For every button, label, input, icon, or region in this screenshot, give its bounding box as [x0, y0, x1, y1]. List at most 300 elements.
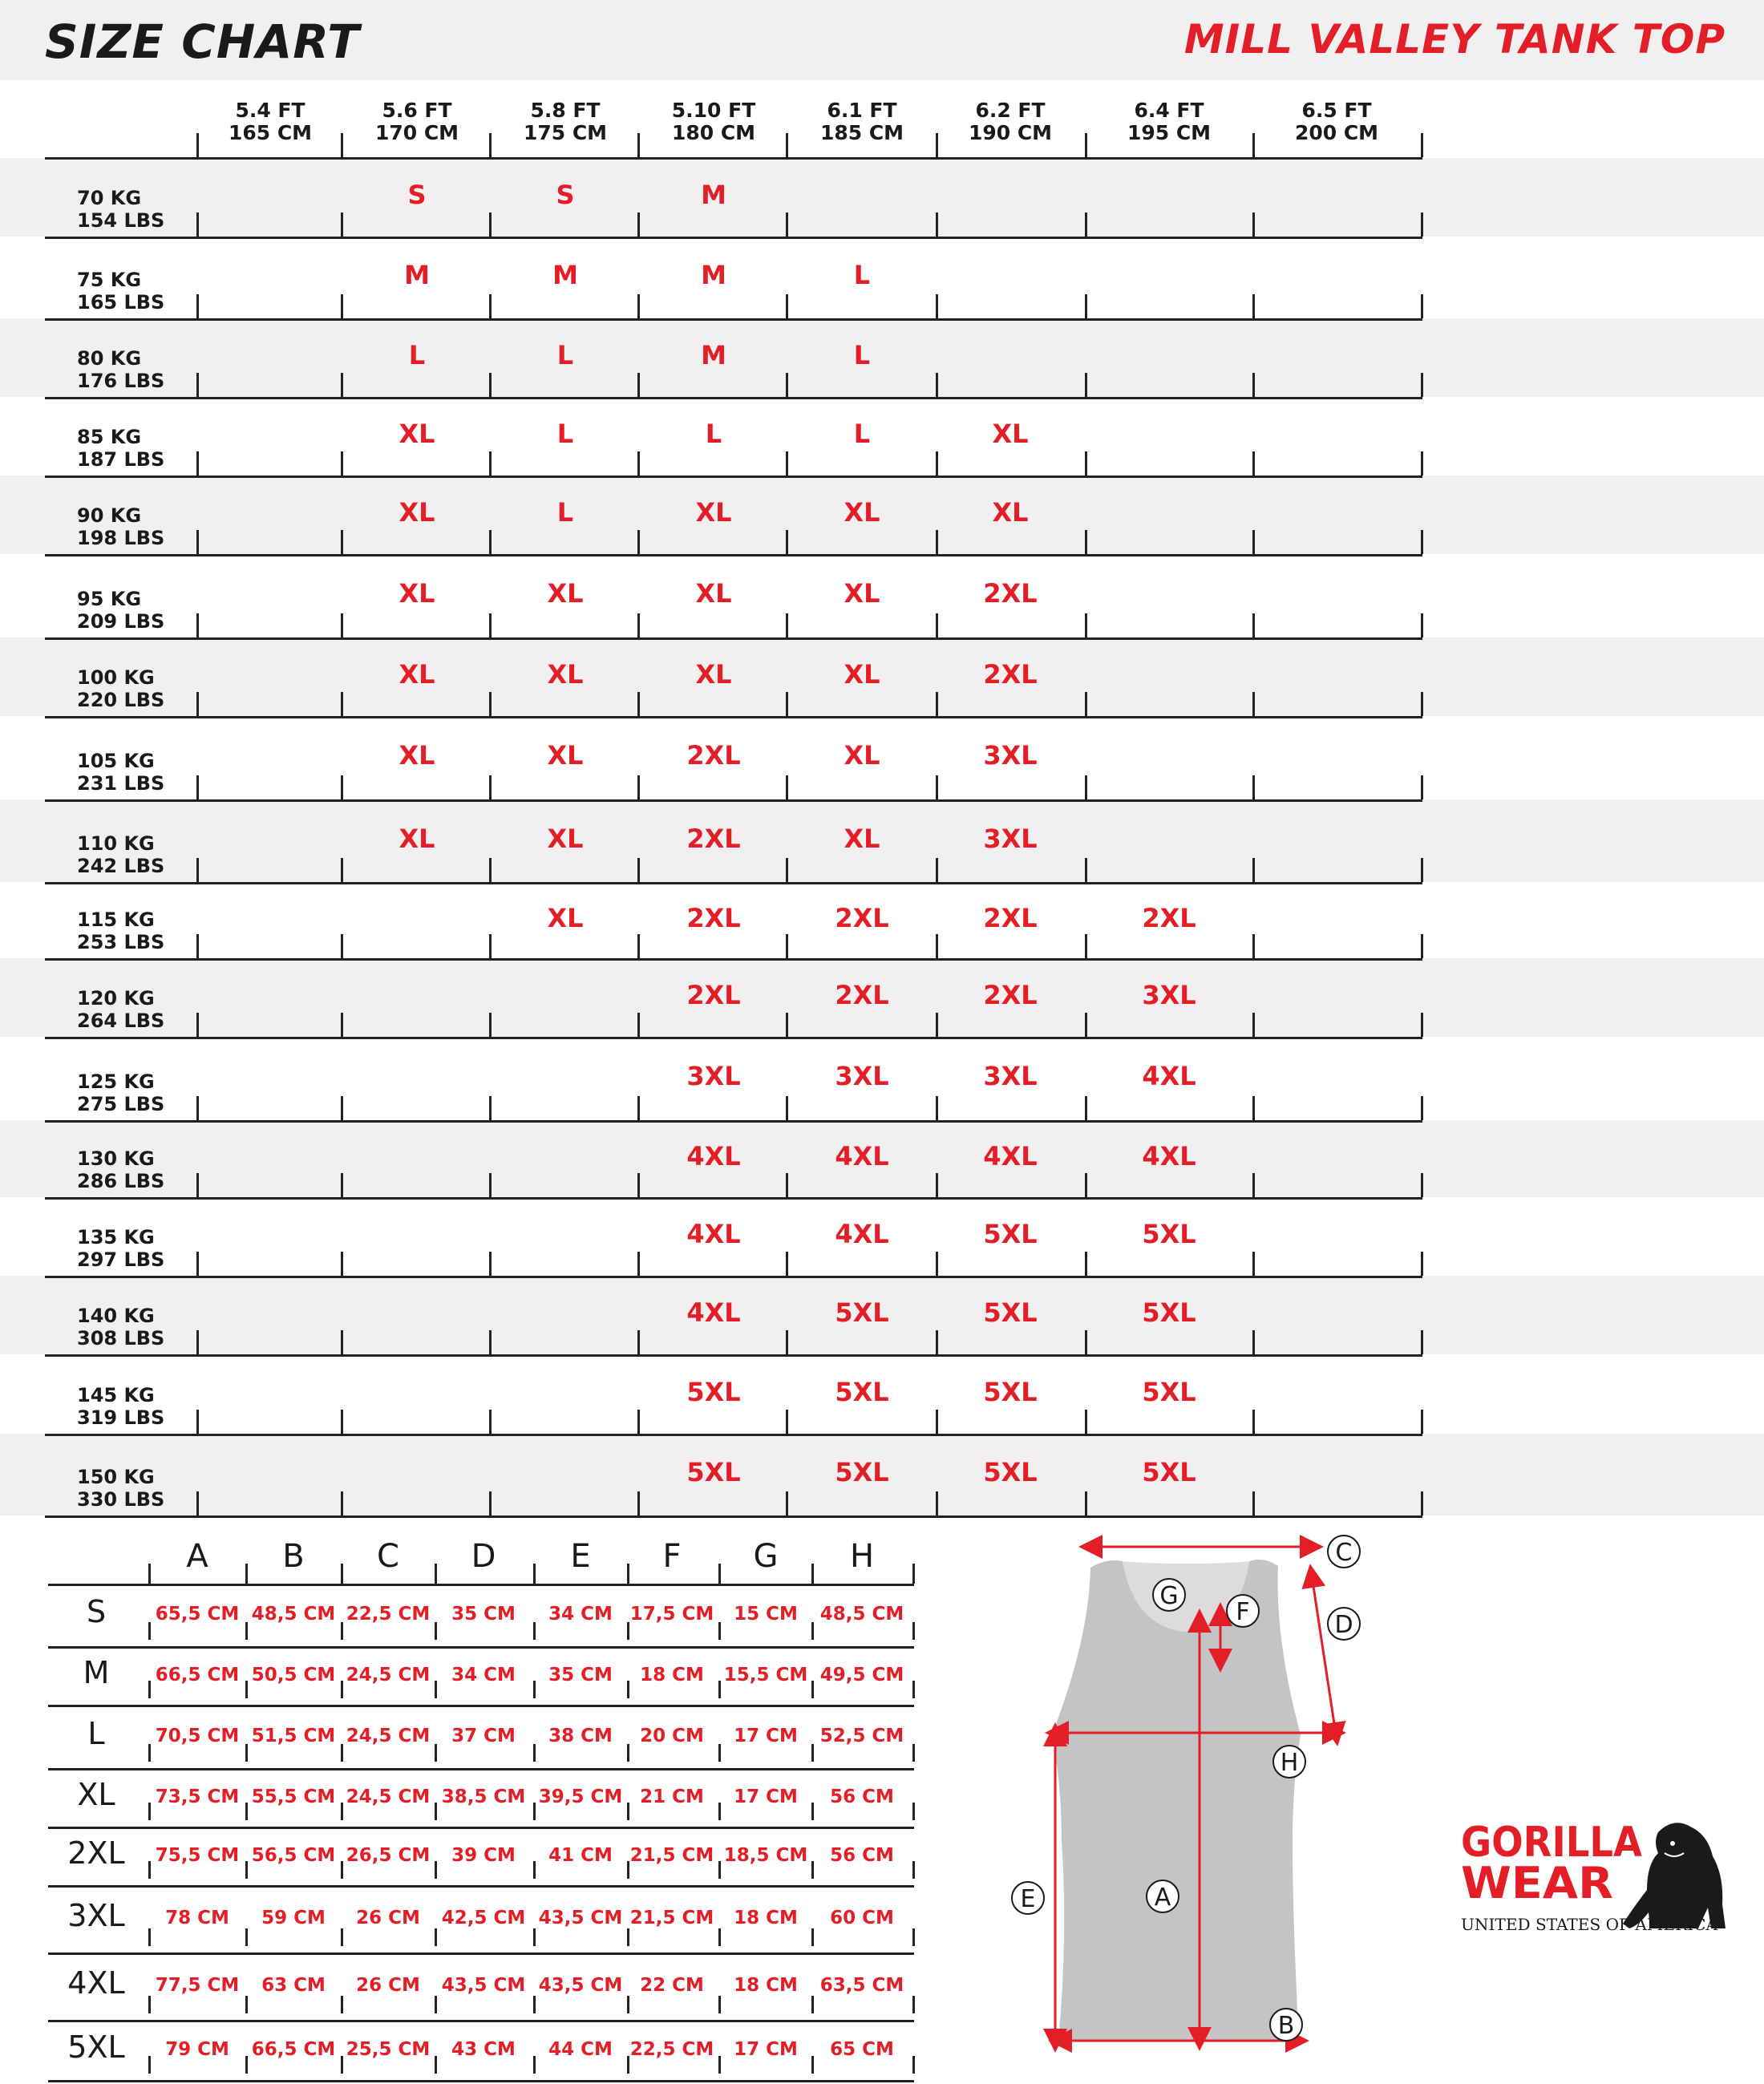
weight-lbs: 231 LBS [77, 772, 165, 795]
size-cell: 3XL [983, 823, 1038, 854]
column-tick [341, 1013, 343, 1037]
measure-cell: 73,5 CM [155, 1786, 240, 1807]
measure-column-header: H [849, 1538, 875, 1575]
column-tick [811, 1564, 814, 1584]
size-cell: XL [547, 659, 584, 690]
measure-size-label: S [86, 1594, 107, 1629]
column-tick [489, 1173, 492, 1197]
column-tick [245, 1744, 248, 1762]
measure-cell: 52,5 CM [819, 1725, 904, 1746]
weight-lbs: 308 LBS [77, 1327, 165, 1350]
measure-row-divider [48, 2080, 914, 2082]
size-cell: 5XL [983, 1457, 1038, 1487]
svg-text:C: C [1335, 1539, 1353, 1567]
label-d [1328, 1608, 1360, 1640]
size-cell: M [404, 260, 430, 290]
column-tick [1085, 858, 1087, 882]
column-tick [1252, 1013, 1255, 1037]
column-tick [489, 530, 492, 554]
size-cell: M [701, 340, 726, 370]
column-tick [1085, 1173, 1087, 1197]
column-tick [1085, 530, 1087, 554]
height-ft: 6.4 FT [1134, 99, 1204, 122]
measure-cell: 59 CM [261, 1908, 326, 1928]
height-header [930, 99, 1090, 144]
column-tick [435, 1622, 437, 1640]
column-tick [718, 1622, 721, 1640]
column-tick [1252, 1173, 1255, 1197]
column-tick [341, 1491, 343, 1515]
size-cell: 2XL [983, 902, 1038, 933]
column-tick [341, 858, 343, 882]
size-cell: XL [399, 497, 435, 528]
column-tick [148, 1928, 151, 1946]
measure-cell: 38,5 CM [441, 1786, 526, 1807]
column-tick [1421, 775, 1423, 799]
column-tick [1421, 530, 1423, 554]
column-tick [489, 212, 492, 237]
height-cm: 190 CM [968, 121, 1053, 144]
column-tick [936, 451, 938, 475]
size-cell: XL [399, 823, 435, 854]
weight-label [77, 987, 164, 1032]
column-tick [341, 1996, 343, 2013]
svg-text:A: A [1154, 1884, 1171, 1912]
size-cell: 2XL [835, 980, 889, 1010]
size-cell: 2XL [686, 902, 741, 933]
column-tick [489, 613, 492, 637]
column-tick [148, 1564, 151, 1584]
column-tick [196, 1013, 199, 1037]
weight-lbs: 198 LBS [77, 527, 165, 549]
column-tick [1421, 212, 1423, 237]
size-cell: 2XL [835, 902, 889, 933]
row-divider [45, 475, 1422, 478]
garment-shape [1052, 1560, 1301, 2041]
column-tick [533, 1564, 536, 1584]
label-f [1227, 1595, 1259, 1627]
column-tick [637, 530, 640, 554]
column-tick [1252, 212, 1255, 237]
measure-cell: 44 CM [548, 2038, 613, 2060]
column-tick [637, 451, 640, 475]
svg-text:B: B [1277, 2012, 1295, 2040]
size-cell: 4XL [686, 1297, 741, 1328]
measure-cell: 21 CM [640, 1786, 704, 1807]
size-cell: 5XL [835, 1297, 889, 1328]
size-cell: XL [399, 419, 435, 449]
height-ft: 6.2 FT [975, 99, 1046, 122]
column-tick [1421, 1410, 1423, 1434]
weight-kg: 90 KG [77, 504, 142, 527]
column-tick [196, 373, 199, 397]
height-header [782, 99, 942, 144]
measure-row-divider [48, 1646, 914, 1649]
column-tick [637, 934, 640, 958]
column-tick [912, 1803, 915, 1820]
column-tick [786, 1491, 788, 1515]
column-tick [1085, 1330, 1087, 1354]
measure-cell: 18 CM [734, 1908, 798, 1928]
column-tick [1252, 451, 1255, 475]
column-tick [786, 613, 788, 637]
size-cell: 4XL [835, 1141, 889, 1171]
height-header [485, 99, 645, 144]
row-divider [45, 397, 1422, 399]
size-cell: XL [695, 497, 732, 528]
column-tick [196, 613, 199, 637]
weight-lbs: 253 LBS [77, 931, 165, 953]
column-tick [1085, 1491, 1087, 1515]
measure-cell: 34 CM [451, 1664, 516, 1685]
measure-cell: 75,5 CM [155, 1844, 240, 1866]
measure-cell: 24,5 CM [346, 1664, 431, 1685]
svg-text:H: H [1280, 1749, 1299, 1777]
column-tick [936, 1013, 938, 1037]
column-tick [489, 775, 492, 799]
measure-cell: 49,5 CM [819, 1664, 904, 1685]
column-tick [435, 1564, 437, 1584]
size-cell: XL [695, 578, 732, 609]
column-tick [912, 1928, 915, 1946]
size-cell: 5XL [983, 1219, 1038, 1249]
logo-line2: WEAR [1461, 1858, 1613, 1908]
measure-cell: 17,5 CM [629, 1604, 714, 1625]
measure-cell: 66,5 CM [251, 2038, 336, 2060]
weight-lbs: 165 LBS [77, 291, 165, 314]
measure-cell: 37 CM [451, 1725, 516, 1746]
column-tick [1421, 1491, 1423, 1515]
measure-cell: 18 CM [734, 1975, 798, 1996]
measure-cell: 79 CM [165, 2038, 229, 2060]
column-tick [637, 1173, 640, 1197]
measure-cell: 56 CM [830, 1844, 894, 1866]
size-cell: 5XL [1142, 1297, 1196, 1328]
column-tick [196, 1096, 199, 1120]
size-cell: S [556, 179, 575, 210]
weight-lbs: 319 LBS [77, 1406, 165, 1429]
column-tick [341, 1173, 343, 1197]
column-tick [245, 1622, 248, 1640]
column-tick [341, 934, 343, 958]
column-tick [627, 1622, 629, 1640]
measure-cell: 48,5 CM [819, 1604, 904, 1625]
column-tick [936, 1096, 938, 1120]
size-cell: 4XL [686, 1141, 741, 1171]
size-cell: L [556, 340, 574, 370]
column-tick [341, 1252, 343, 1276]
column-tick [1085, 1096, 1087, 1120]
weight-label [77, 1305, 164, 1350]
size-cell: 4XL [1142, 1061, 1196, 1091]
weight-label [77, 750, 164, 795]
brand-logo [1458, 1808, 1730, 1944]
size-cell: XL [547, 740, 584, 771]
weight-kg: 135 KG [77, 1226, 155, 1248]
column-tick [1085, 1410, 1087, 1434]
measure-size-label: 5XL [67, 2029, 125, 2065]
row-divider [45, 716, 1422, 718]
column-tick [341, 1622, 343, 1640]
measure-column-header: B [282, 1538, 305, 1575]
column-tick [718, 1996, 721, 2013]
measure-cell: 48,5 CM [251, 1604, 336, 1625]
measure-cell: 18 CM [640, 1664, 704, 1685]
column-tick [811, 1622, 814, 1640]
column-tick [936, 775, 938, 799]
measure-column-header: G [753, 1538, 779, 1575]
column-tick [786, 858, 788, 882]
column-tick [627, 1928, 629, 1946]
size-cell: M [552, 260, 578, 290]
measure-size-label: 4XL [67, 1965, 125, 2001]
size-cell: 5XL [983, 1376, 1038, 1407]
column-tick [1252, 775, 1255, 799]
column-tick [341, 1330, 343, 1354]
column-tick [1421, 692, 1423, 716]
size-cell: S [407, 179, 427, 210]
weight-label [77, 1070, 164, 1115]
weight-label [77, 187, 164, 232]
measure-cell: 78 CM [165, 1908, 229, 1928]
weight-label [77, 666, 164, 711]
measure-header-divider [48, 1584, 914, 1586]
measure-cell: 63,5 CM [819, 1975, 904, 1996]
size-cell: 3XL [1142, 980, 1196, 1010]
column-tick [912, 1996, 915, 2013]
column-tick [1421, 1252, 1423, 1276]
row-divider [45, 637, 1422, 640]
column-tick [196, 1252, 199, 1276]
height-ft: 6.1 FT [827, 99, 897, 122]
size-cell: M [701, 260, 726, 290]
column-tick [1085, 451, 1087, 475]
column-tick [912, 1622, 915, 1640]
logo-line1: GORILLA [1461, 1819, 1642, 1867]
measure-size-label: M [83, 1654, 110, 1690]
measure-cell: 20 CM [640, 1725, 704, 1746]
column-tick [1085, 934, 1087, 958]
weight-lbs: 264 LBS [77, 1010, 165, 1032]
measure-cell: 63 CM [261, 1975, 326, 1996]
label-c [1328, 1536, 1360, 1568]
size-cell: 2XL [983, 980, 1038, 1010]
column-tick [718, 1564, 721, 1584]
size-cell: L [705, 419, 722, 449]
column-tick [637, 858, 640, 882]
column-tick [786, 1096, 788, 1120]
weight-kg: 110 KG [77, 832, 155, 855]
size-cell: 4XL [1142, 1141, 1196, 1171]
column-tick [533, 1622, 536, 1640]
size-cell: XL [547, 578, 584, 609]
measure-cell: 17 CM [734, 2038, 798, 2060]
label-b [1270, 2009, 1302, 2041]
column-tick [196, 1330, 199, 1354]
row-divider [45, 882, 1422, 884]
size-cell: XL [547, 902, 584, 933]
measure-row-divider [48, 1827, 914, 1829]
column-tick [1421, 1173, 1423, 1197]
measure-cell: 43,5 CM [538, 1975, 623, 1996]
column-tick [786, 934, 788, 958]
measure-size-label: 2XL [67, 1835, 125, 1871]
column-tick [1085, 1252, 1087, 1276]
measure-cell: 21,5 CM [629, 1844, 714, 1866]
column-tick [435, 1996, 437, 2013]
weight-kg: 115 KG [77, 908, 155, 931]
measure-cell: 34 CM [548, 1604, 613, 1625]
column-tick [1421, 451, 1423, 475]
column-tick [936, 1410, 938, 1434]
column-tick [637, 775, 640, 799]
size-cell: 4XL [983, 1141, 1038, 1171]
column-tick [936, 530, 938, 554]
column-tick [435, 1928, 437, 1946]
weight-kg: 80 KG [77, 347, 142, 370]
column-tick [196, 1491, 199, 1515]
column-tick [1421, 613, 1423, 637]
size-cell: XL [399, 578, 435, 609]
weight-label [77, 347, 164, 392]
size-cell: 5XL [1142, 1457, 1196, 1487]
row-divider [45, 1120, 1422, 1123]
column-tick [637, 373, 640, 397]
column-tick [341, 1744, 343, 1762]
column-tick [936, 1491, 938, 1515]
weight-kg: 145 KG [77, 1384, 155, 1406]
row-divider [45, 1354, 1422, 1357]
height-cm: 170 CM [374, 121, 459, 144]
column-tick [148, 1744, 151, 1762]
measure-cell: 42,5 CM [441, 1908, 526, 1928]
size-cell: L [556, 497, 574, 528]
measure-row-divider [48, 1885, 914, 1888]
column-tick [1252, 373, 1255, 397]
column-tick [637, 1330, 640, 1354]
weight-label [77, 426, 164, 471]
column-tick [489, 294, 492, 318]
size-cell: XL [844, 659, 880, 690]
weight-kg: 130 KG [77, 1147, 155, 1170]
column-tick [341, 294, 343, 318]
height-ft: 5.10 FT [671, 99, 756, 122]
column-tick [1085, 692, 1087, 716]
measure-cell: 24,5 CM [346, 1725, 431, 1746]
measure-cell: 26,5 CM [346, 1844, 431, 1866]
weight-kg: 70 KG [77, 187, 142, 209]
column-tick [1085, 373, 1087, 397]
size-cell: XL [844, 497, 880, 528]
size-cell: L [853, 340, 871, 370]
column-tick [786, 530, 788, 554]
height-header [1089, 99, 1249, 144]
column-tick [489, 1096, 492, 1120]
column-tick [1252, 1252, 1255, 1276]
size-cell: L [853, 419, 871, 449]
column-tick [637, 212, 640, 237]
column-tick [196, 934, 199, 958]
size-cell: 5XL [835, 1376, 889, 1407]
height-cm: 180 CM [671, 121, 756, 144]
weight-kg: 95 KG [77, 588, 142, 610]
weight-label [77, 504, 164, 549]
size-cell: L [556, 419, 574, 449]
size-cell: XL [844, 578, 880, 609]
measure-cell: 22,5 CM [346, 1604, 431, 1625]
column-tick [936, 613, 938, 637]
column-tick [936, 1252, 938, 1276]
column-tick [1252, 1096, 1255, 1120]
size-cell: 5XL [983, 1297, 1038, 1328]
weight-kg: 150 KG [77, 1466, 155, 1488]
column-tick [786, 775, 788, 799]
column-tick [637, 692, 640, 716]
column-tick [1421, 1096, 1423, 1120]
measure-cell: 55,5 CM [251, 1786, 336, 1807]
column-tick [196, 451, 199, 475]
column-tick [245, 1564, 248, 1584]
label-a [1147, 1880, 1179, 1912]
column-tick [637, 1491, 640, 1515]
weight-lbs: 286 LBS [77, 1170, 165, 1192]
label-h [1273, 1746, 1305, 1778]
weight-kg: 120 KG [77, 987, 155, 1010]
column-tick [786, 1013, 788, 1037]
size-cell: 2XL [686, 980, 741, 1010]
column-tick [1252, 934, 1255, 958]
column-tick [1252, 530, 1255, 554]
column-tick [148, 1622, 151, 1640]
row-divider [45, 799, 1422, 802]
weight-label [77, 588, 164, 633]
weight-lbs: 297 LBS [77, 1248, 165, 1271]
measure-cell: 35 CM [548, 1664, 613, 1685]
measure-cell: 24,5 CM [346, 1786, 431, 1807]
column-tick [1252, 133, 1255, 157]
size-cell: XL [844, 740, 880, 771]
column-tick [1252, 1491, 1255, 1515]
measure-column-header: E [570, 1538, 591, 1575]
column-tick [489, 692, 492, 716]
column-tick [718, 1928, 721, 1946]
column-tick [196, 692, 199, 716]
size-cell: 2XL [1142, 902, 1196, 933]
column-tick [637, 1410, 640, 1434]
column-tick [1421, 1330, 1423, 1354]
column-tick [1421, 133, 1423, 157]
measure-row-divider [48, 1705, 914, 1707]
column-tick [912, 1681, 915, 1698]
weight-label [77, 1384, 164, 1429]
tank-top-diagram [994, 1519, 1379, 2065]
row-divider [45, 237, 1422, 239]
height-cm: 175 CM [523, 121, 608, 144]
column-tick [1252, 1330, 1255, 1354]
size-cell: 3XL [835, 1061, 889, 1091]
column-tick [341, 692, 343, 716]
measure-cell: 60 CM [830, 1908, 894, 1928]
size-cell: 2XL [983, 659, 1038, 690]
svg-text:F: F [1236, 1598, 1250, 1626]
height-header [633, 99, 794, 144]
column-tick [341, 1096, 343, 1120]
measure-cell: 56 CM [830, 1786, 894, 1807]
column-tick [1085, 294, 1087, 318]
size-cell: 3XL [983, 1061, 1038, 1091]
measure-cell: 39 CM [451, 1844, 516, 1866]
column-tick [786, 451, 788, 475]
